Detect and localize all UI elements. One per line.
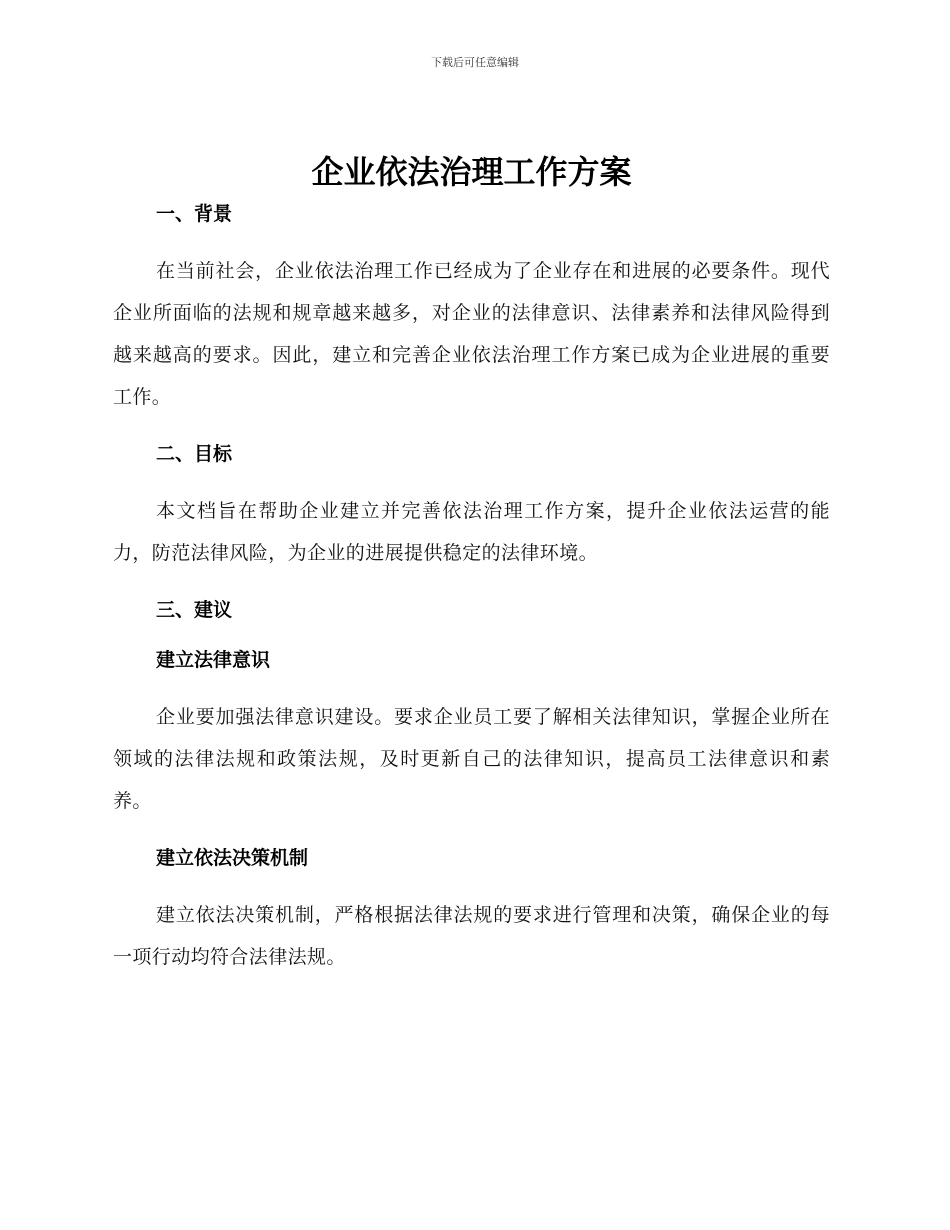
paragraph-background: 在当前社会，企业依法治理工作已经成为了企业存在和进展的必要条件。现代企业所面临的法规和规章越来越多，对企业的法律意识、法律素养和法律风险得到越来越高的要求。因此，建立和完善企业依法治理工作方案已成为企业进展的重要工作。	[113, 260, 830, 408]
paragraph-legal-decision-mechanism: 建立依法决策机制，严格根据法律法规的要求进行管理和决策，确保企业的每一项行动均符合法律法规。	[113, 904, 830, 968]
paragraph-goal: 本文档旨在帮助企业建立并完善依法治理工作方案，提升企业依法运营的能力，防范法律风险，为企业的进展提供稳定的法律环境。	[113, 500, 830, 564]
section-heading-background: 一、背景	[156, 203, 233, 225]
subheading-legal-decision-mechanism: 建立依法决策机制	[156, 847, 309, 869]
paragraph-legal-awareness: 企业要加强法律意识建设。要求企业员工要了解相关法律知识，掌握企业所在领域的法律法规和政策法规，及时更新自己的法律知识，提高员工法律意识和素养。	[113, 706, 830, 812]
subheading-legal-awareness: 建立法律意识	[156, 649, 271, 671]
section-heading-goal: 二、目标	[156, 443, 233, 465]
document-title: 企业依法治理工作方案	[311, 153, 632, 191]
document-body	[113, 150, 830, 1000]
header-note: 下载后可任意编辑	[431, 56, 519, 69]
section-heading-suggestions: 三、建议	[156, 599, 233, 621]
